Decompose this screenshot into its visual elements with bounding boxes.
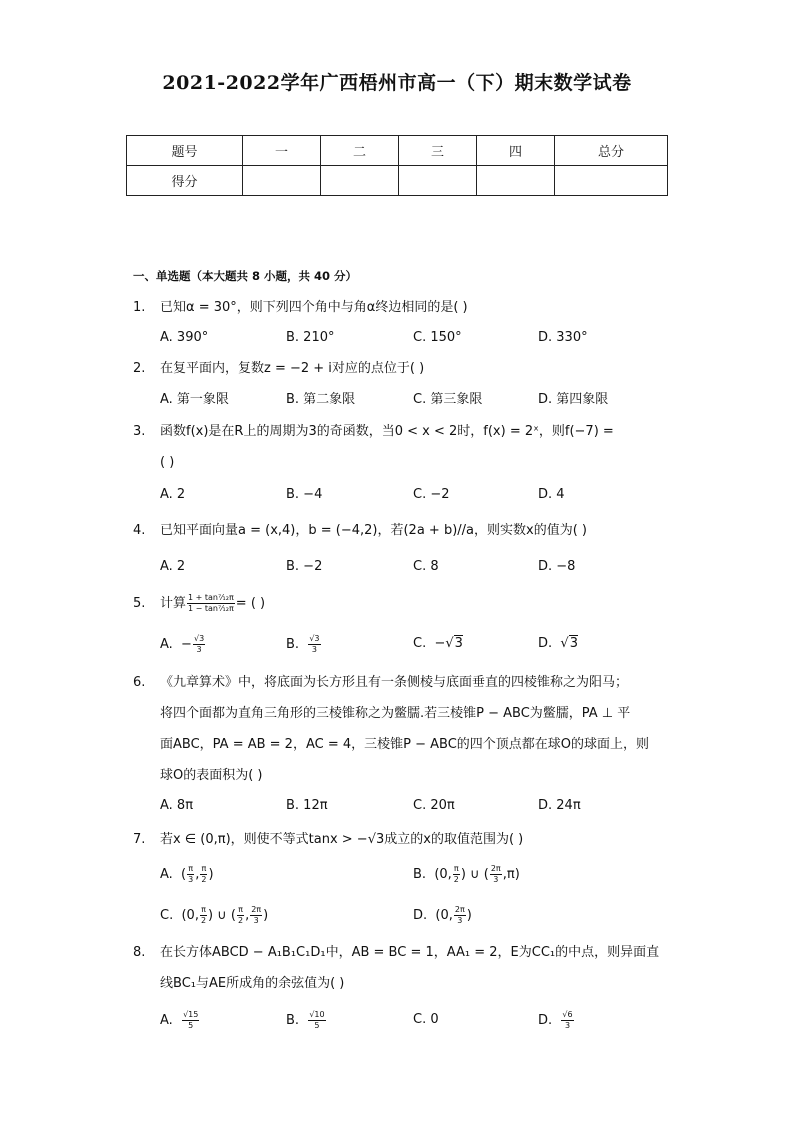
header-cell: 题号 (127, 136, 243, 166)
option-c: C. (0, $\frac{\pi}{2}$ ) ∪ ( $\frac{\pi}{2}$ , $\frac{2\pi}{3}$ ) (160, 905, 269, 925)
tan-fraction: $\frac{\text{1 + tan⁷⁄₁₂π}}{\text{1 − tan⁷⁄₁₂π}}$ (188, 593, 234, 613)
question-8 (133, 937, 659, 968)
question-stem-line: 面ABC，PA = AB = 2，AC = 4，三棱锥P − ABC的四个顶点都在球O的球面上，则 (160, 737, 650, 752)
score-table (126, 135, 668, 196)
question-number: 1. (133, 300, 146, 315)
option-a: A. 390° (160, 330, 209, 345)
header-cell: 二 (321, 136, 399, 166)
question-stem-line: 球O的表面积为( ) (160, 768, 263, 783)
question-stem: 已知α = 30°，则下列四个角中与角α终边相同的是( ) (160, 300, 468, 315)
question-stem-line: 《九章算术》中，将底面为长方形且有一条侧棱与底面垂直的四棱锥称之为阳马； (160, 675, 629, 690)
option-d: D. 第四象限 (538, 392, 609, 407)
option-a: A. − $\frac{√3}{3}$ (160, 634, 205, 654)
question-stem-line: 在长方体ABCD − A₁B₁C₁D₁中，AB = BC = 1，AA₁ = 2，E为CC₁的中点，则异面直 (160, 945, 660, 960)
score-cell[interactable] (555, 166, 668, 196)
option-c: C. −√3 (413, 636, 463, 651)
option-c: C. 150° (413, 330, 462, 345)
option-a: A. 2 (160, 487, 186, 502)
score-cell[interactable] (321, 166, 399, 196)
question-stem-line: 线BC₁与AE所成角的余弦值为( ) (160, 976, 345, 991)
option-d: D. −8 (538, 559, 576, 574)
exam-title: 2021-2022学年广西梧州市高一（下）期末数学试卷 (162, 72, 632, 94)
option-a: A. $\frac{√15}{5}$ (160, 1010, 199, 1030)
header-cell: 总分 (555, 136, 668, 166)
question-1 (133, 292, 468, 323)
question-number: 7. (133, 832, 146, 847)
option-d: D. 24π (538, 798, 581, 813)
option-a: A. ( $\frac{\pi}{3}$ , $\frac{\pi}{2}$ ) (160, 864, 214, 884)
option-c: C. −2 (413, 487, 450, 502)
score-cell[interactable] (477, 166, 555, 196)
question-7 (133, 824, 523, 855)
question-number: 8. (133, 945, 146, 960)
question-4 (133, 515, 587, 546)
option-c: C. 第三象限 (413, 392, 483, 407)
option-d: D. (0, $\frac{2\pi}{3}$ ) (413, 905, 472, 925)
option-c: C. 8 (413, 559, 439, 574)
option-d: D. $\frac{√6}{3}$ (538, 1010, 573, 1030)
question-stem: 函数f(x)是在R上的周期为3的奇函数，当0 < x < 2时，f(x) = 2ˣ，则f(−7) = (160, 424, 614, 439)
option-b: B. −4 (286, 487, 323, 502)
question-stem-suffix: = ( ) (235, 596, 266, 611)
option-d: D. √3 (538, 636, 578, 651)
question-stem-prefix: 计算 (160, 596, 187, 611)
option-b: B. (0, $\frac{\pi}{2}$ ) ∪ ( $\frac{2\pi}{3}$ ,π) (413, 864, 520, 884)
question-number: 3. (133, 424, 146, 439)
option-c: C. 20π (413, 798, 455, 813)
question-stem: 若x ∈ (0,π)，则使不等式tanx > −√3成立的x的取值范围为( ) (160, 832, 524, 847)
question-6 (133, 667, 628, 698)
score-cell[interactable] (399, 166, 477, 196)
fraction-denominator: 1 − tan (188, 604, 219, 613)
option-b: B. $\frac{√10}{5}$ (286, 1010, 325, 1030)
option-b: B. 12π (286, 798, 328, 813)
option-a: A. 8π (160, 798, 194, 813)
question-stem-line: 将四个面都为直角三角形的三棱锥称之为鳖臑.若三棱锥P − ABC为鳖臑，PA ⊥ 平 (160, 706, 631, 721)
option-d: D. 4 (538, 487, 565, 502)
question-stem-continued: ( ) (160, 455, 175, 470)
option-c: C. 0 (413, 1012, 439, 1027)
option-a: A. 2 (160, 559, 186, 574)
fraction-numerator: 1 + tan (188, 593, 219, 602)
score-table-score-row (127, 166, 668, 196)
question-number: 2. (133, 361, 146, 376)
option-b: B. 210° (286, 330, 335, 345)
score-table-header-row (127, 136, 668, 166)
option-b: B. $\frac{√3}{3}$ (286, 634, 320, 654)
option-a: A. 第一象限 (160, 392, 229, 407)
question-number: 6. (133, 675, 146, 690)
question-3 (133, 416, 614, 447)
question-5 (133, 588, 265, 619)
row-label: 得分 (127, 166, 243, 196)
header-cell: 三 (399, 136, 477, 166)
question-stem: 已知平面向量a = (x,4)，b = (−4,2)，若(2a + b)//a，则实数x的值为( ) (160, 523, 587, 538)
section-heading: 一、单选题（本大题共 8 小题，共 40 分） (133, 269, 358, 283)
question-2 (133, 353, 424, 384)
question-number: 4. (133, 523, 146, 538)
header-cell: 一 (243, 136, 321, 166)
score-cell[interactable] (243, 166, 321, 196)
question-stem: 在复平面内，复数z = −2 + i对应的点位于( ) (160, 361, 425, 376)
question-number: 5. (133, 596, 146, 611)
option-d: D. 330° (538, 330, 588, 345)
option-b: B. 第二象限 (286, 392, 356, 407)
option-b: B. −2 (286, 559, 323, 574)
header-cell: 四 (477, 136, 555, 166)
